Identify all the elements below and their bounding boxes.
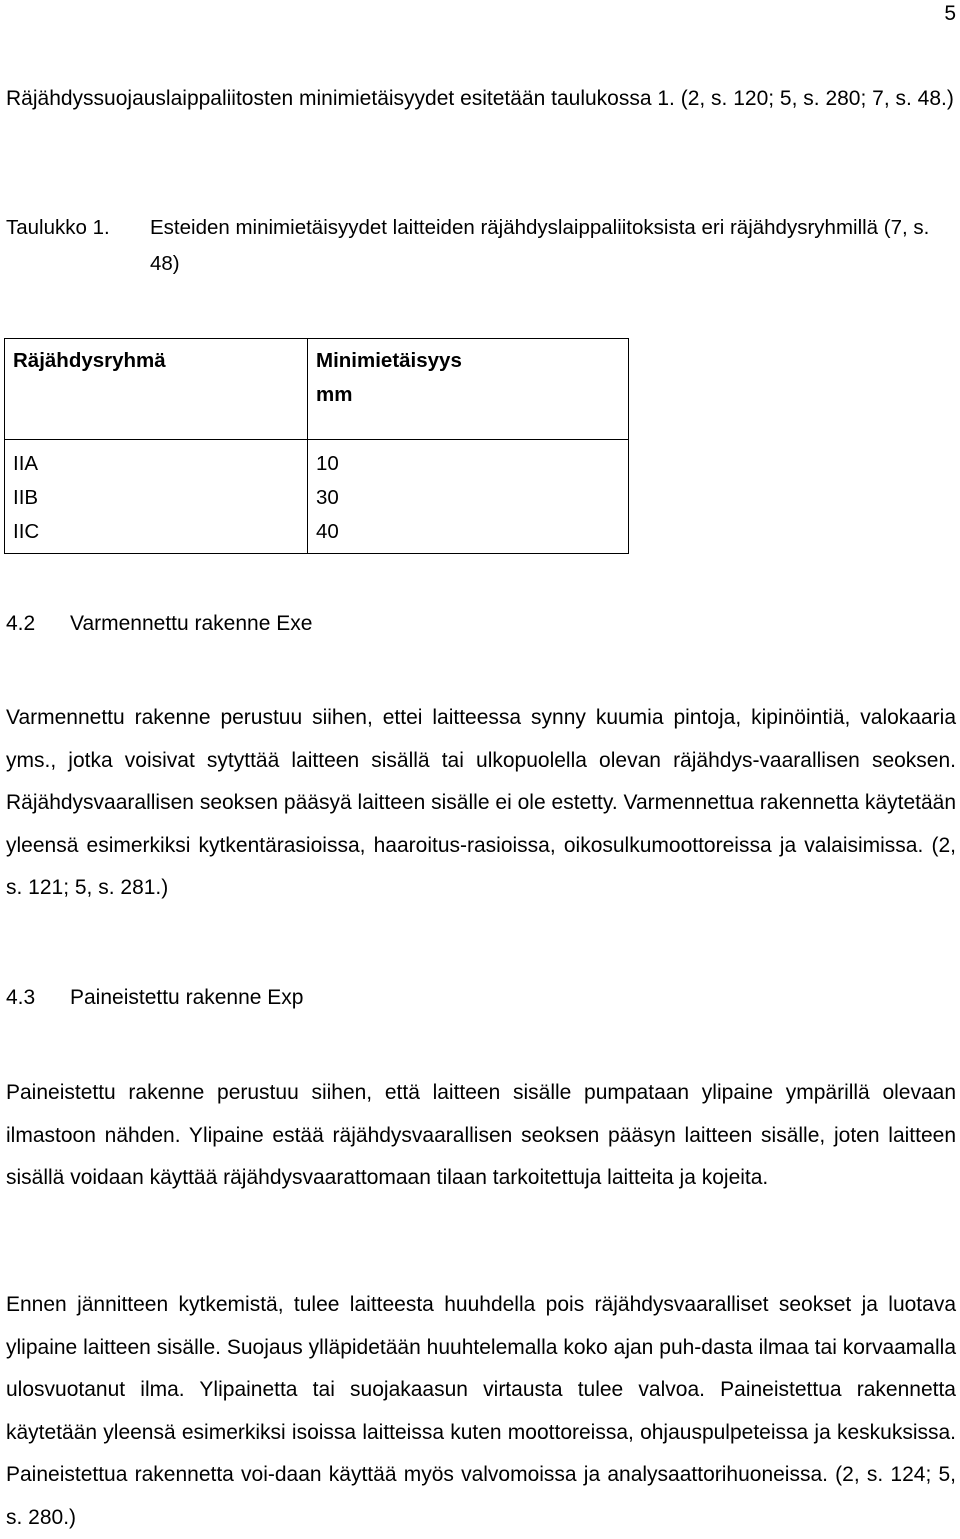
table-caption: [6, 210, 956, 282]
intro-paragraph: Räjähdyssuojauslaippaliitosten minimietäisyydet esitetään taulukossa 1. (2, s. 120; 5, s. 280; 7, s. 48.): [6, 87, 954, 110]
distance-value: 10: [316, 452, 339, 475]
section-4-3-paragraph-2: Ennen jännitteen kytkemistä, tulee laitteesta huuhdella pois räjähdysvaaralliset seokset ja luotava ylipaine laitteen sisälle. Suojaus ylläpidetään huuhtelemalla koko ajan puh-dasta ilmaa tai korvaamalla ulosvuotanut ilma. Ylipainetta tai suojakaasun virtausta tulee valvoa. Paineistettua rakennetta käytetään yleensä esimerkiksi isoissa laitteissa kuten moottoreissa, ohjauspulpeteissa ja keskuksissa. Paineistettua rakennetta voi-daan käyttää myös valvomoissa ja analysaattorihuoneissa. (2, s. 124; 5, s. 280.): [6, 1293, 956, 1529]
header-min-distance-label: Minimietäisyys: [316, 349, 462, 372]
header-explosion-group: [5, 339, 308, 440]
page-number: 5: [944, 2, 956, 25]
distance-value: 40: [316, 520, 339, 543]
section-heading-4-2: [6, 612, 312, 636]
section-heading-4-3: [6, 986, 303, 1010]
table-row: [5, 440, 629, 554]
group-cell: [5, 440, 308, 554]
group-value: IIA: [13, 452, 39, 475]
section-title: Varmennettu rakenne Exe: [70, 612, 313, 635]
group-value: IIB: [13, 486, 39, 509]
table-caption-label: Taulukko 1.: [6, 216, 110, 239]
section-4-3-paragraph-1: Paineistettu rakenne perustuu siihen, että laitteen sisälle pumpataan ylipaine ympärillä olevaan ilmastoon nähden. Ylipaine estää räjähdysvaarallisen seoksen pääsyn laitteen sisälle, joten laitteen sisällä voidaan käyttää räjähdysvaarattomaan tilaan tarkoitettuja laitteita ja kojeita.: [6, 1081, 956, 1189]
group-value: IIC: [13, 520, 40, 543]
min-distance-table: [4, 338, 629, 554]
section-title: Paineistettu rakenne Exp: [70, 986, 304, 1009]
section-number: 4.2: [6, 612, 36, 635]
header-min-distance: [308, 339, 629, 440]
table-caption-text: Esteiden minimietäisyydet laitteiden räjähdyslaippaliitoksista eri räjähdysryhmillä (7, s. 48): [150, 216, 930, 275]
distance-value: 30: [316, 486, 339, 509]
section-4-2-paragraph: Varmennettu rakenne perustuu siihen, ettei laitteessa synny kuumia pintoja, kipinöintiä, valokaaria yms., jotka voisivat sytyttää laitteen sisällä tai ulkopuolella olevan räjähdys-vaarallisen seoksen. Räjähdysvaarallisen seoksen pääsyä laitteen sisälle ei ole estetty. Varmennettua rakennetta käytetään yleensä esimerkiksi kytkentärasioissa, haaroitus-rasioissa, oikosulkumoottoreissa ja valaisimissa. (2, s. 121; 5, s. 281.): [6, 706, 956, 899]
section-number: 4.3: [6, 986, 36, 1009]
header-explosion-group-label: Räjähdysryhmä: [13, 349, 166, 372]
table-header-row: [5, 339, 629, 440]
distance-cell: [308, 440, 629, 554]
header-unit-label: mm: [316, 383, 353, 406]
